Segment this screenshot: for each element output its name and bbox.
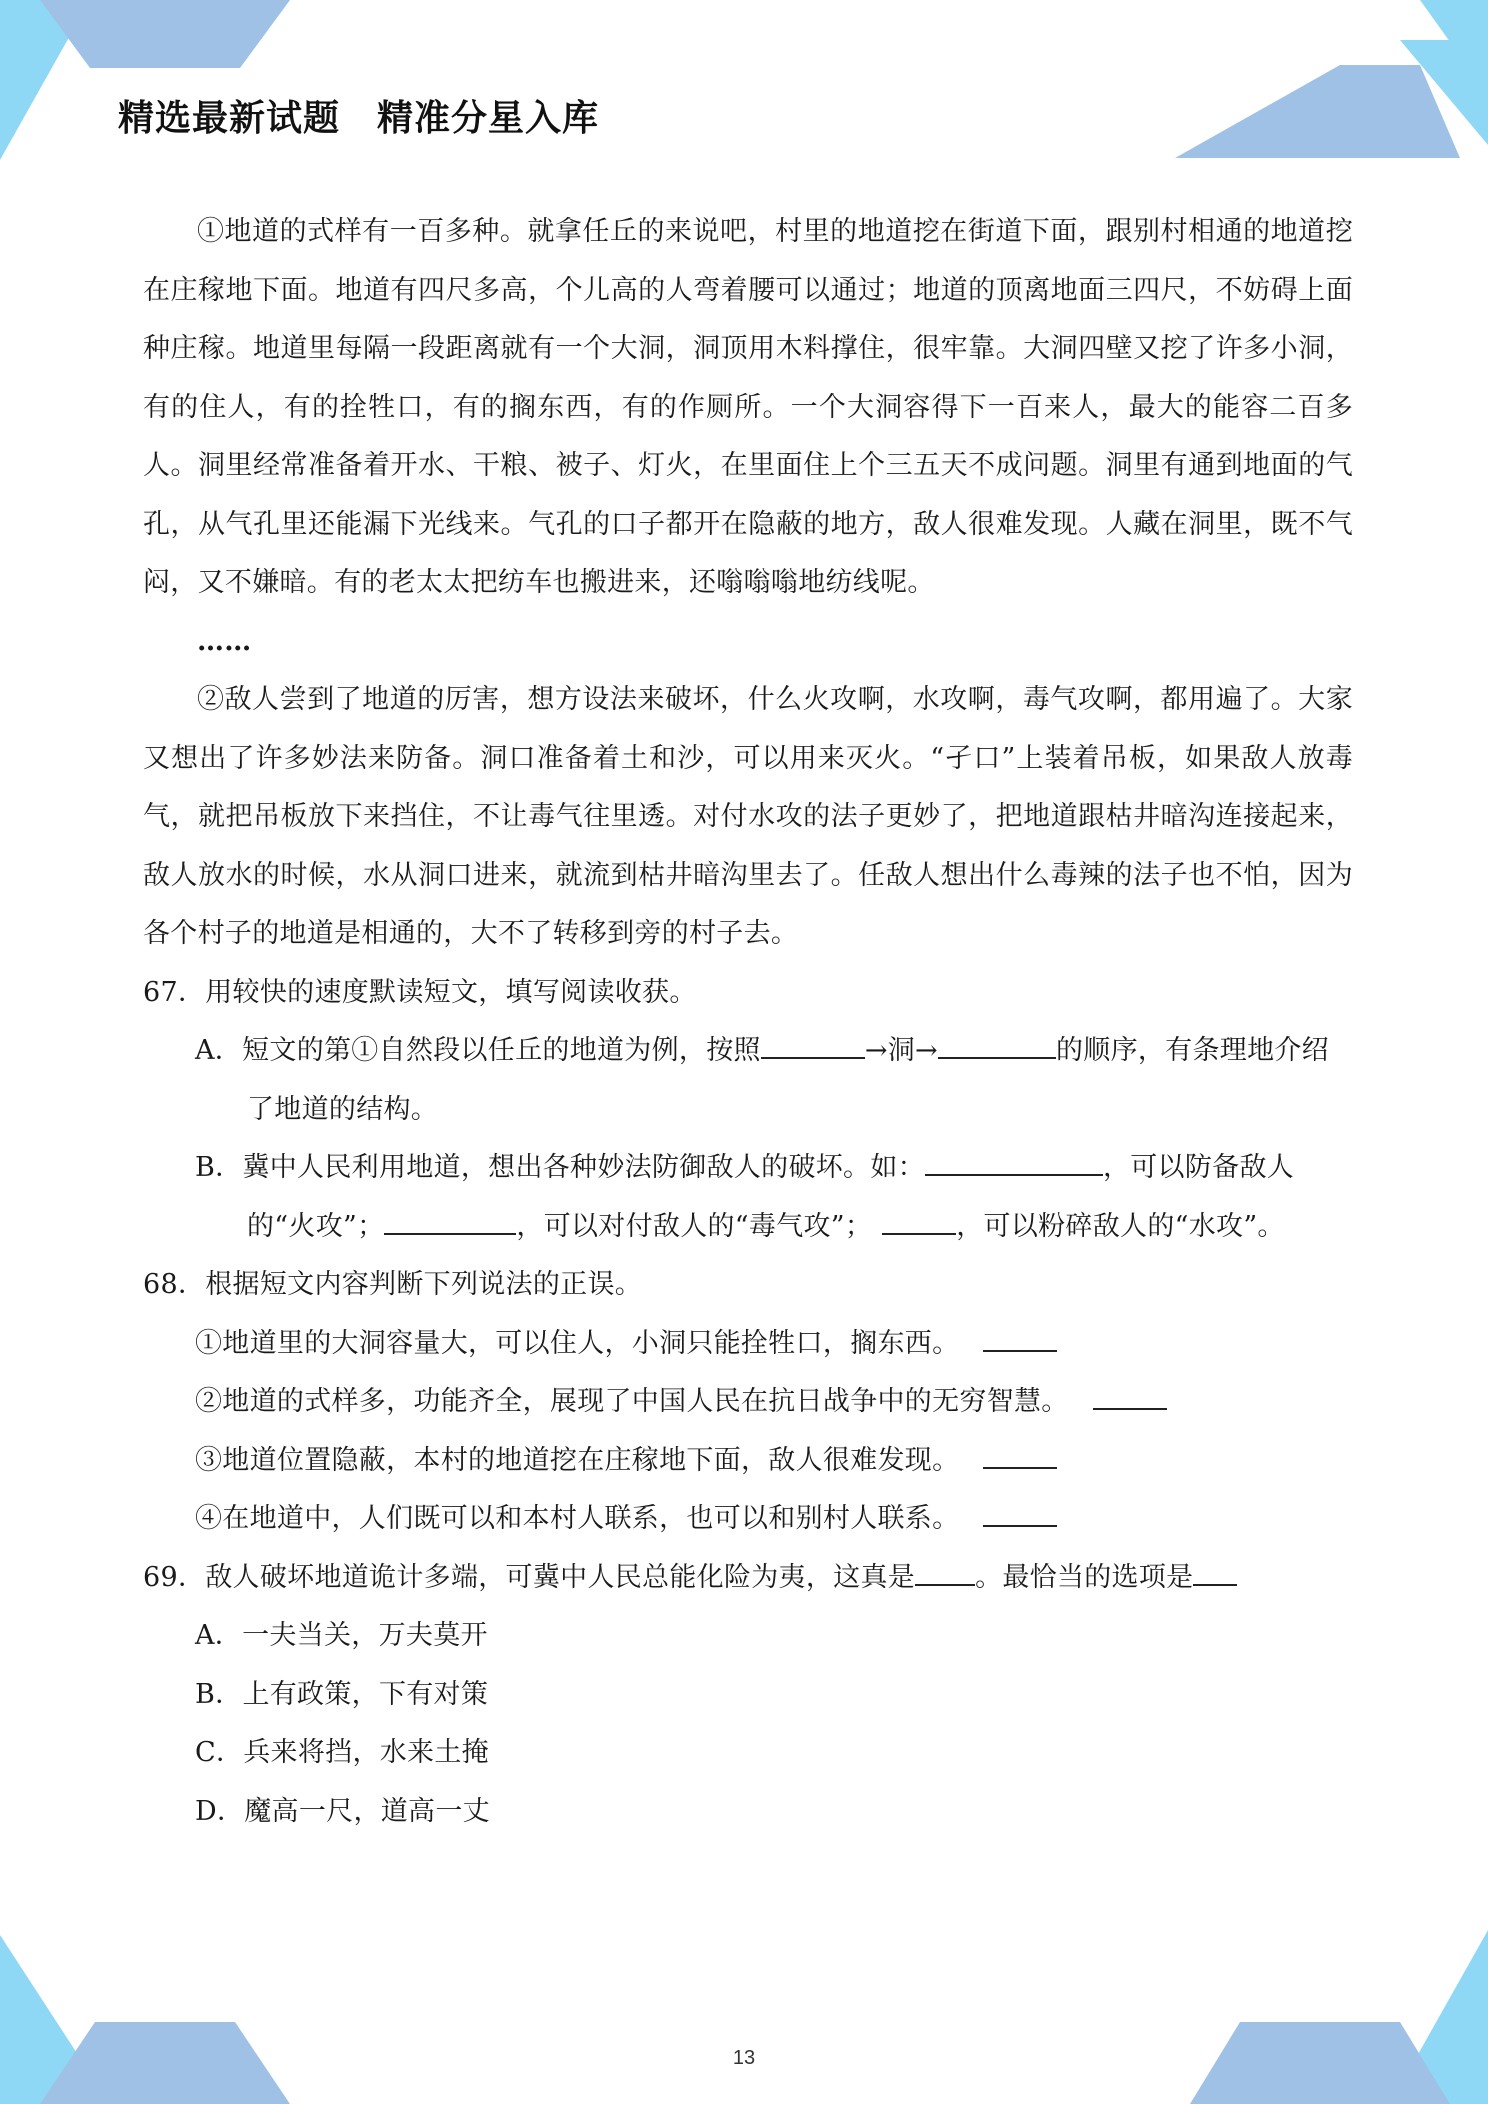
question-67-b: B．冀中人民利用地道，想出各种妙法防御敌人的破坏。如： ，可以防备敌人的“火攻”； ，可以对付敌人的“毒气攻”； ，可以粉碎敌人的“水攻”。 xyxy=(143,1139,1353,1256)
answer-blank[interactable] xyxy=(882,1203,956,1235)
passage-paragraph-2: ②敌人尝到了地道的厉害，想方设法来破坏，什么火攻啊，水攻啊，毒气攻啊，都用遍了。大家又想出了许多妙法来防备。洞口准备着土和沙，可以用来灭火。“孑口”上装着吊板，如果敌人放毒气，就把吊板放下来挡住，不让毒气往里透。对付水攻的法子更妙了，把地道跟枯井暗沟连接起来，敌人放水的时候，水从洞口进来，就流到枯井暗沟里去了。任敌人想出什么毒辣的法子也不怕，因为各个村子的地道是相通的，大不了转移到旁的村子去。 xyxy=(143,684,1353,949)
answer-blank[interactable] xyxy=(384,1203,516,1235)
question-69-option-d: D．魔高一尺，道高一丈 xyxy=(195,1795,490,1827)
worksheet-content xyxy=(143,203,1353,1841)
question-67-a: A．短文的第①自然段以任丘的地道为例，按照 →洞→ 的顺序，有条理地介绍了地道的结构。 xyxy=(143,1022,1353,1139)
option-a-label: A． xyxy=(195,1035,243,1066)
top-left-trapezoid xyxy=(40,0,290,68)
page-number: 13 xyxy=(732,2047,756,2069)
answer-blank[interactable] xyxy=(983,1437,1057,1469)
passage-ellipsis: …… xyxy=(197,625,252,657)
option-b-label: B． xyxy=(195,1152,243,1183)
question-69-option-c: C．兵来将挡，水来土掩 xyxy=(195,1737,489,1768)
question-68-item: ③地道位置隐蔽，本村的地道挖在庄稼地下面，敌人很难发现。 xyxy=(143,1432,1353,1491)
question-68-item: ②地道的式样多，功能齐全，展现了中国人民在抗日战争中的无穷智慧。 xyxy=(143,1373,1353,1432)
question-68-item: ①地道里的大洞容量大，可以住人，小洞只能拴牲口，搁东西。 xyxy=(143,1315,1353,1374)
header-title: 精选最新试题 精准分星入库 xyxy=(118,98,600,139)
answer-blank[interactable] xyxy=(925,1144,1103,1176)
answer-blank[interactable] xyxy=(1093,1378,1167,1410)
question-68-item: ④在地道中，人们既可以和本村人联系，也可以和别村人联系。 xyxy=(143,1490,1353,1549)
question-69-option-a: A．一夫当关，万夫莫开 xyxy=(195,1620,488,1651)
answer-blank[interactable] xyxy=(938,1027,1056,1059)
question-69-stem: 69．敌人破坏地道诡计多端，可冀中人民总能化险为夷，这真是 。最恰当的选项是 xyxy=(143,1549,1353,1608)
answer-blank[interactable] xyxy=(915,1554,975,1586)
question-69-option-b: B．上有政策，下有对策 xyxy=(195,1678,489,1710)
passage-paragraph-1: ①地道的式样有一百多种。就拿任丘的来说吧，村里的地道挖在街道下面，跟别村相通的地道挖在庄稼地下面。地道有四尺多高，个儿高的人弯着腰可以通过；地道的顶离地面三四尺，不妨碍上面种庄稼。地道里每隔一段距离就有一个大洞，洞顶用木料撑住，很牢靠。大洞四壁又挖了许多小洞，有的住人，有的拴牲口，有的搁东西，有的作厕所。一个大洞容得下一百来人，最大的能容二百多人。洞里经常准备着开水、干粮、被子、灯火，在里面住上个三五天不成问题。洞里有通到地面的气孔，从气孔里还能漏下光线来。气孔的口子都开在隐蔽的地方，敌人很难发现。人藏在洞里，既不气闷，又不嫌暗。有的老太太把纺车也搬进来，还嗡嗡嗡地纺线呢。 xyxy=(143,216,1353,598)
answer-blank[interactable] xyxy=(983,1495,1057,1527)
answer-blank[interactable] xyxy=(1193,1554,1237,1586)
top-right-trapezoid xyxy=(1175,65,1460,158)
answer-blank[interactable] xyxy=(761,1027,865,1059)
question-67-stem: 67．用较快的速度默读短文，填写阅读收获。 xyxy=(143,976,697,1008)
answer-blank[interactable] xyxy=(983,1320,1057,1352)
question-68-stem: 68．根据短文内容判断下列说法的正误。 xyxy=(143,1269,643,1300)
